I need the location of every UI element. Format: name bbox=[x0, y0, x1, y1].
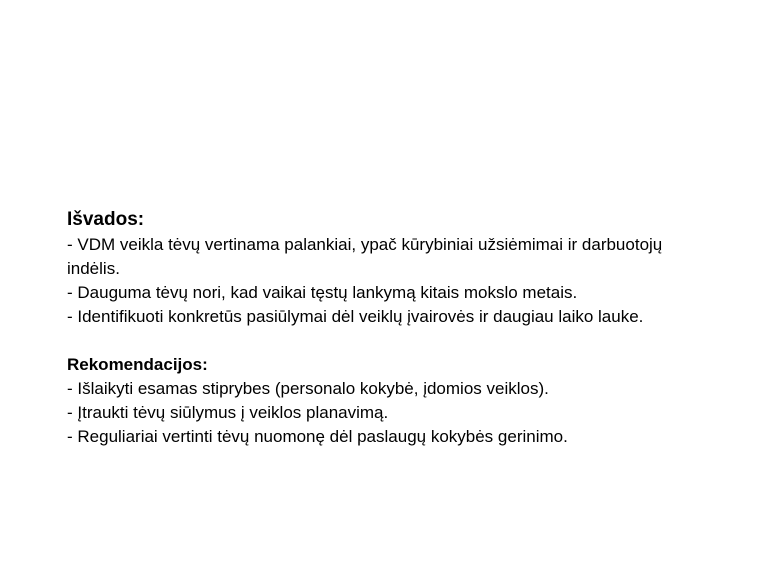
conclusion-item: - Dauguma tėvų nori, kad vaikai tęstų lankymą kitais mokslo metais. bbox=[67, 283, 578, 302]
recommendations-heading: Rekomendacijos: bbox=[67, 355, 208, 374]
conclusion-item: indėlis. bbox=[67, 259, 120, 278]
conclusion-item: - Identifikuoti konkretūs pasiūlymai dėl veiklų įvairovės ir daugiau laiko lauke. bbox=[67, 307, 644, 326]
conclusions-heading: Išvados: bbox=[67, 209, 145, 230]
slide-content bbox=[67, 207, 747, 449]
recommendation-item: - Išlaikyti esamas stiprybes (personalo kokybė, įdomios veiklos). bbox=[67, 379, 549, 398]
recommendation-item: - Įtraukti tėvų siūlymus į veiklos planavimą. bbox=[67, 403, 389, 422]
section-spacer bbox=[67, 329, 747, 353]
conclusion-item: - VDM veikla tėvų vertinama palankiai, ypač kūrybiniai užsiėmimai ir darbuotojų bbox=[67, 235, 663, 254]
recommendation-item: - Reguliariai vertinti tėvų nuomonę dėl paslaugų kokybės gerinimo. bbox=[67, 427, 568, 446]
